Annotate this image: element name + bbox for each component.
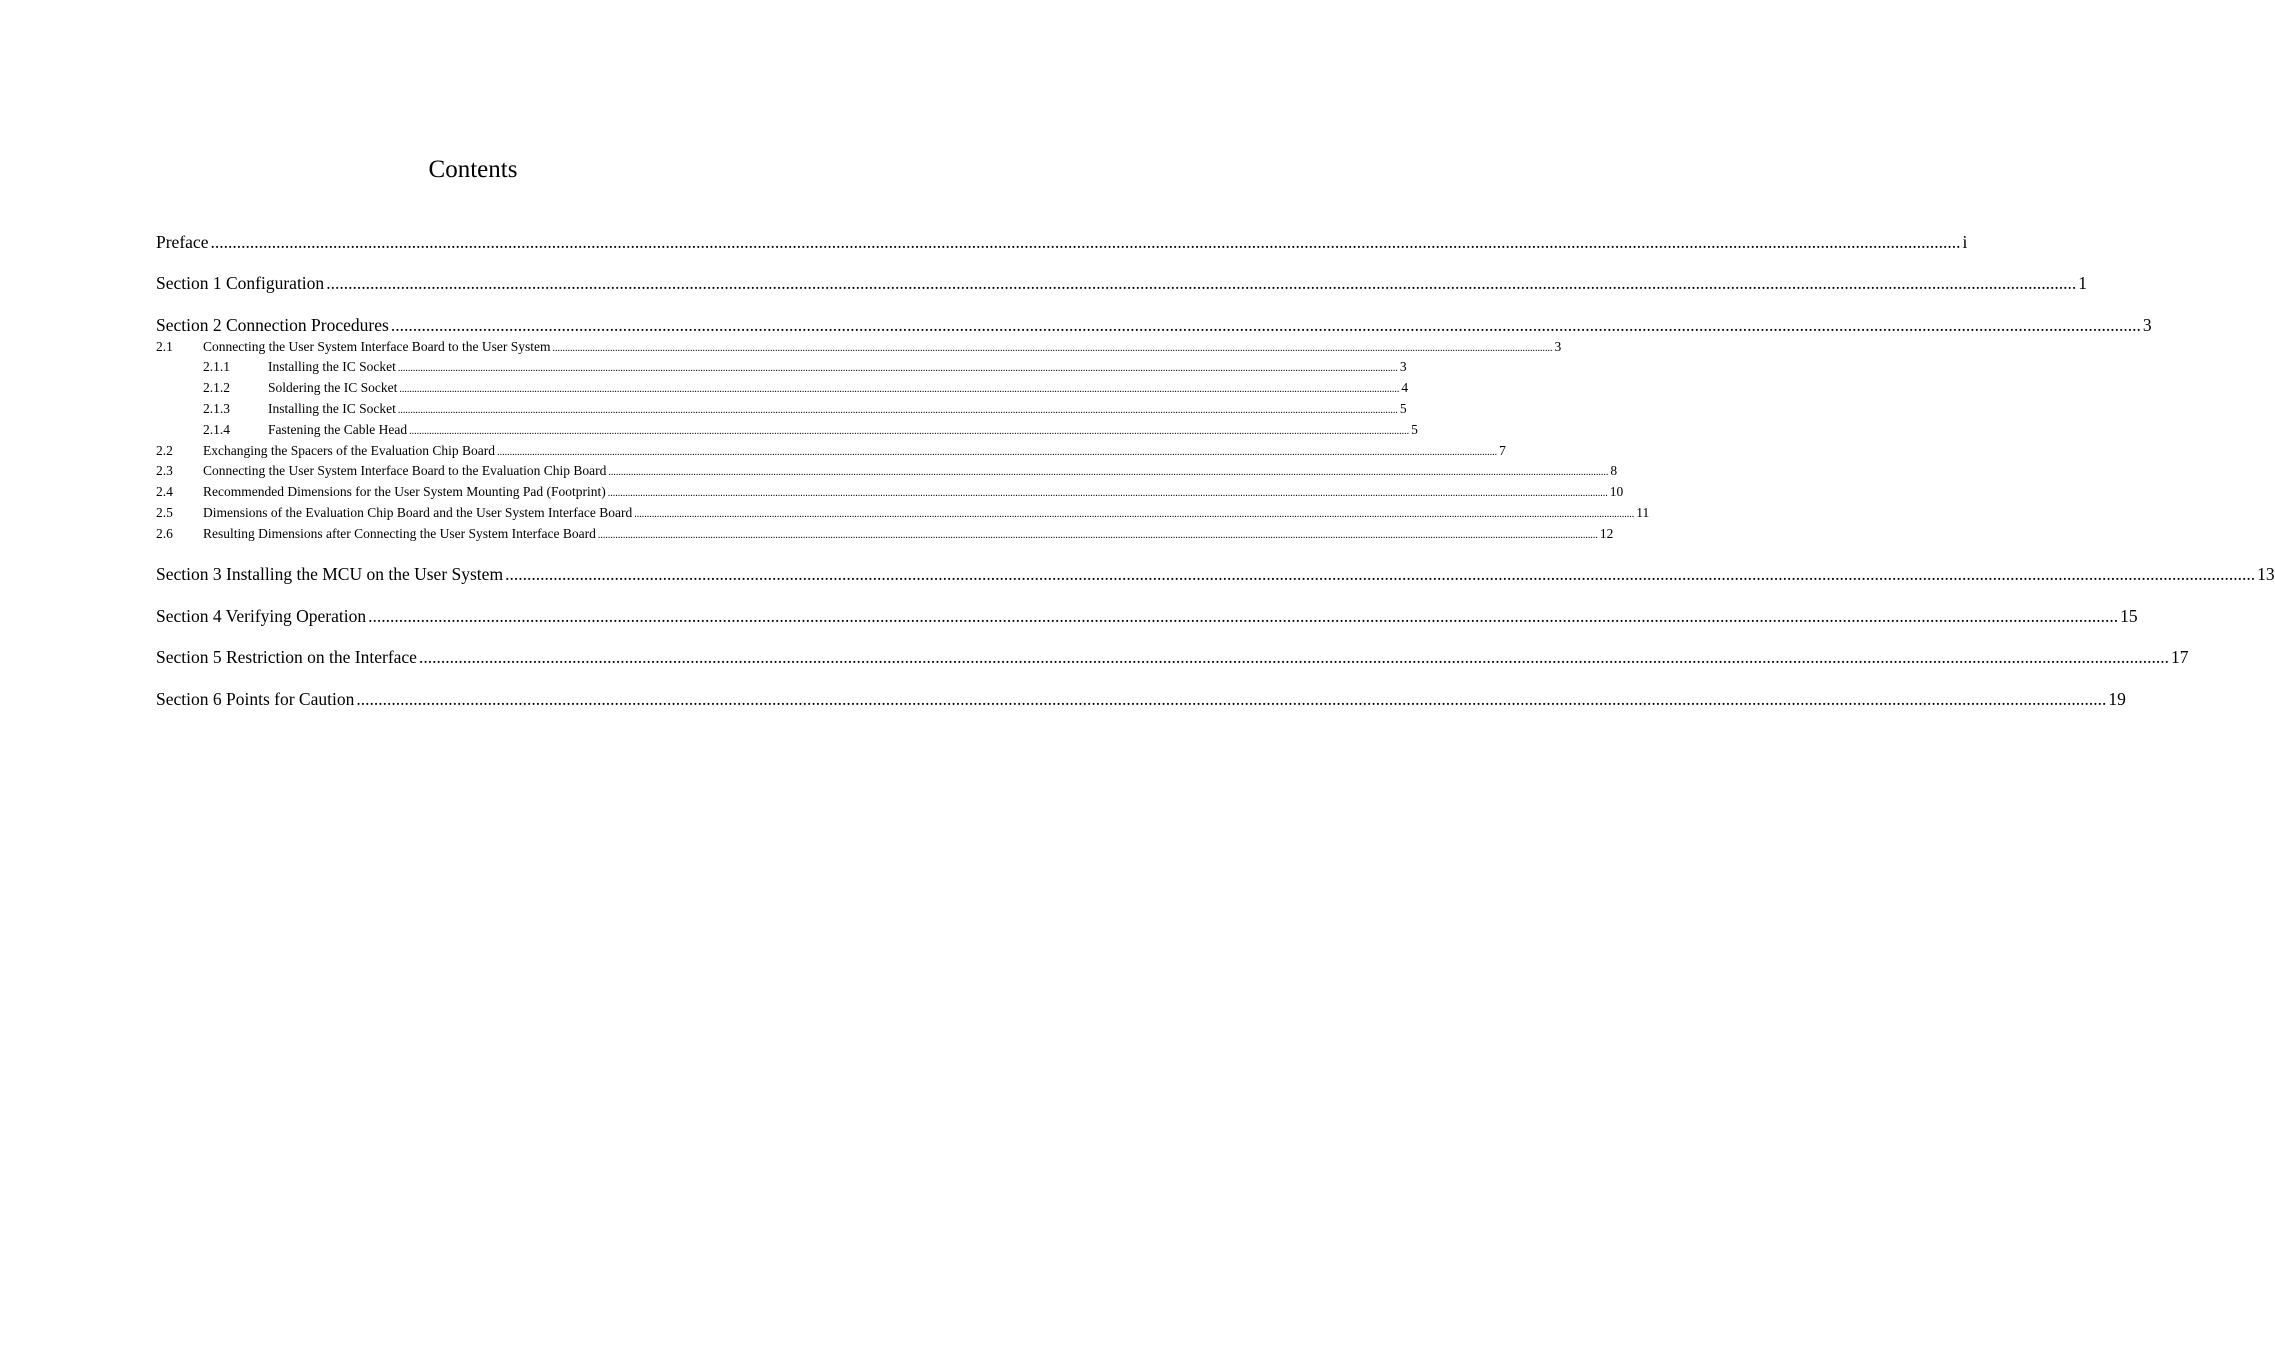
toc-entry-2-1-3[interactable] <box>156 400 1407 419</box>
toc-entry-page: 5 <box>1399 401 1407 416</box>
toc-entry-page: 3 <box>2142 315 2152 335</box>
toc-entry-number: 2.3 <box>156 463 173 478</box>
toc-entry-number: 2.1.1 <box>203 359 230 374</box>
toc-entry-section-1[interactable] <box>156 272 2087 294</box>
toc-entry-number: 2.6 <box>156 526 173 541</box>
toc-entry-2-1-4[interactable] <box>156 421 1418 440</box>
dot-leader: ................................................................................................................................................................................................................................................................................................................................................................................................................ <box>505 564 2256 584</box>
dot-leader: ................................................................................................................................................................................................................................................................................................................................................................................................................ <box>399 384 1400 395</box>
toc-entry-title: Section 4 Verifying Operation <box>156 606 367 626</box>
toc-entry-title: Resulting Dimensions after Connecting the User System Interface Board <box>203 526 596 541</box>
toc-entry-2-2[interactable] <box>156 442 1506 461</box>
dot-leader: ................................................................................................................................................................................................................................................................................................................................................................................................................ <box>368 606 2119 626</box>
toc-entry-title: Section 6 Points for Caution <box>156 689 355 709</box>
toc-entry-page: 3 <box>1554 339 1562 354</box>
dot-leader: ................................................................................................................................................................................................................................................................................................................................................................................................................ <box>597 530 1598 541</box>
toc-entry-title: Soldering the IC Socket <box>268 380 398 395</box>
table-of-contents <box>156 0 2275 1350</box>
toc-entry-number: 2.1.4 <box>203 422 230 437</box>
toc-entry-page: i <box>1962 232 1968 252</box>
dot-leader: ................................................................................................................................................................................................................................................................................................................................................................................................................ <box>397 363 1398 374</box>
dot-leader: ................................................................................................................................................................................................................................................................................................................................................................................................................ <box>397 405 1398 416</box>
toc-entry-page: 1 <box>2078 273 2087 293</box>
dot-leader: ................................................................................................................................................................................................................................................................................................................................................................................................................ <box>418 647 2169 667</box>
toc-entry-2-6[interactable] <box>156 525 1614 544</box>
toc-entry-2-1-1[interactable] <box>156 358 1407 377</box>
toc-entry-page: 17 <box>2170 647 2189 667</box>
toc-entry-title: Recommended Dimensions for the User System Mounting Pad (Footprint) <box>203 484 606 499</box>
toc-entry-page: 8 <box>1610 463 1618 478</box>
toc-entry-number: 2.4 <box>156 484 173 499</box>
toc-entry-title: Installing the IC Socket <box>268 401 396 416</box>
dot-leader: ................................................................................................................................................................................................................................................................................................................................................................................................................ <box>409 426 1410 437</box>
toc-entry-page: 13 <box>2257 564 2275 584</box>
toc-entry-title: Exchanging the Spacers of the Evaluation Chip Board <box>203 443 496 458</box>
toc-entry-2-1[interactable] <box>156 338 1562 357</box>
toc-entry-page: 10 <box>1609 484 1624 499</box>
toc-entry-page: 4 <box>1401 380 1409 395</box>
toc-entry-page: 3 <box>1399 359 1407 374</box>
toc-entry-page: 5 <box>1411 422 1418 437</box>
toc-entry-title: Section 1 Configuration <box>156 273 325 293</box>
dot-leader: ................................................................................................................................................................................................................................................................................................................................................................................................................ <box>210 232 1961 252</box>
toc-entry-section-5[interactable] <box>156 646 2189 668</box>
dot-leader: ................................................................................................................................................................................................................................................................................................................................................................................................................ <box>326 273 2077 293</box>
toc-entry-section-6[interactable] <box>156 688 2126 710</box>
dot-leader: ................................................................................................................................................................................................................................................................................................................................................................................................................ <box>552 343 1553 354</box>
toc-entry-page: 11 <box>1636 505 1650 520</box>
toc-entry-title: Section 3 Installing the MCU on the User System <box>156 564 504 584</box>
dot-leader: ................................................................................................................................................................................................................................................................................................................................................................................................................ <box>634 509 1635 520</box>
toc-entry-page: 15 <box>2120 606 2138 626</box>
toc-entry-number: 2.2 <box>156 443 173 458</box>
toc-entry-title: Fastening the Cable Head <box>268 422 408 437</box>
toc-entry-page: 12 <box>1599 526 1614 541</box>
toc-entry-preface[interactable] <box>156 231 1968 253</box>
dot-leader: ................................................................................................................................................................................................................................................................................................................................................................................................................ <box>607 488 1608 499</box>
toc-entry-number: 2.5 <box>156 505 173 520</box>
toc-entry-2-5[interactable] <box>156 504 1650 523</box>
dot-leader: ................................................................................................................................................................................................................................................................................................................................................................................................................ <box>390 315 2141 335</box>
toc-entry-2-4[interactable] <box>156 483 1624 502</box>
toc-entry-title: Connecting the User System Interface Board to the Evaluation Chip Board <box>203 463 607 478</box>
toc-entry-number: 2.1.2 <box>203 380 230 395</box>
toc-entry-title: Section 2 Connection Procedures <box>156 315 389 335</box>
toc-entry-title: Section 5 Restriction on the Interface <box>156 647 417 667</box>
toc-entry-2-1-2[interactable] <box>156 379 1409 398</box>
toc-entry-page: 19 <box>2108 689 2126 709</box>
dot-leader: ................................................................................................................................................................................................................................................................................................................................................................................................................ <box>356 689 2107 709</box>
toc-entry-section-2[interactable] <box>156 314 2152 336</box>
toc-entry-number: 2.1 <box>156 339 173 354</box>
toc-entry-title: Preface <box>156 232 209 252</box>
toc-entry-section-3[interactable] <box>156 563 2275 585</box>
toc-entry-title: Connecting the User System Interface Board to the User System <box>203 339 551 354</box>
toc-entry-title: Installing the IC Socket <box>268 359 396 374</box>
toc-entry-2-3[interactable] <box>156 462 1618 481</box>
page-title: Contents <box>428 156 518 183</box>
toc-entry-page: 7 <box>1499 443 1506 458</box>
toc-entry-section-4[interactable] <box>156 605 2138 627</box>
dot-leader: ................................................................................................................................................................................................................................................................................................................................................................................................................ <box>497 447 1498 458</box>
toc-entry-number: 2.1.3 <box>203 401 230 416</box>
toc-entry-title: Dimensions of the Evaluation Chip Board and the User System Interface Board <box>203 505 633 520</box>
dot-leader: ................................................................................................................................................................................................................................................................................................................................................................................................................ <box>608 467 1609 478</box>
